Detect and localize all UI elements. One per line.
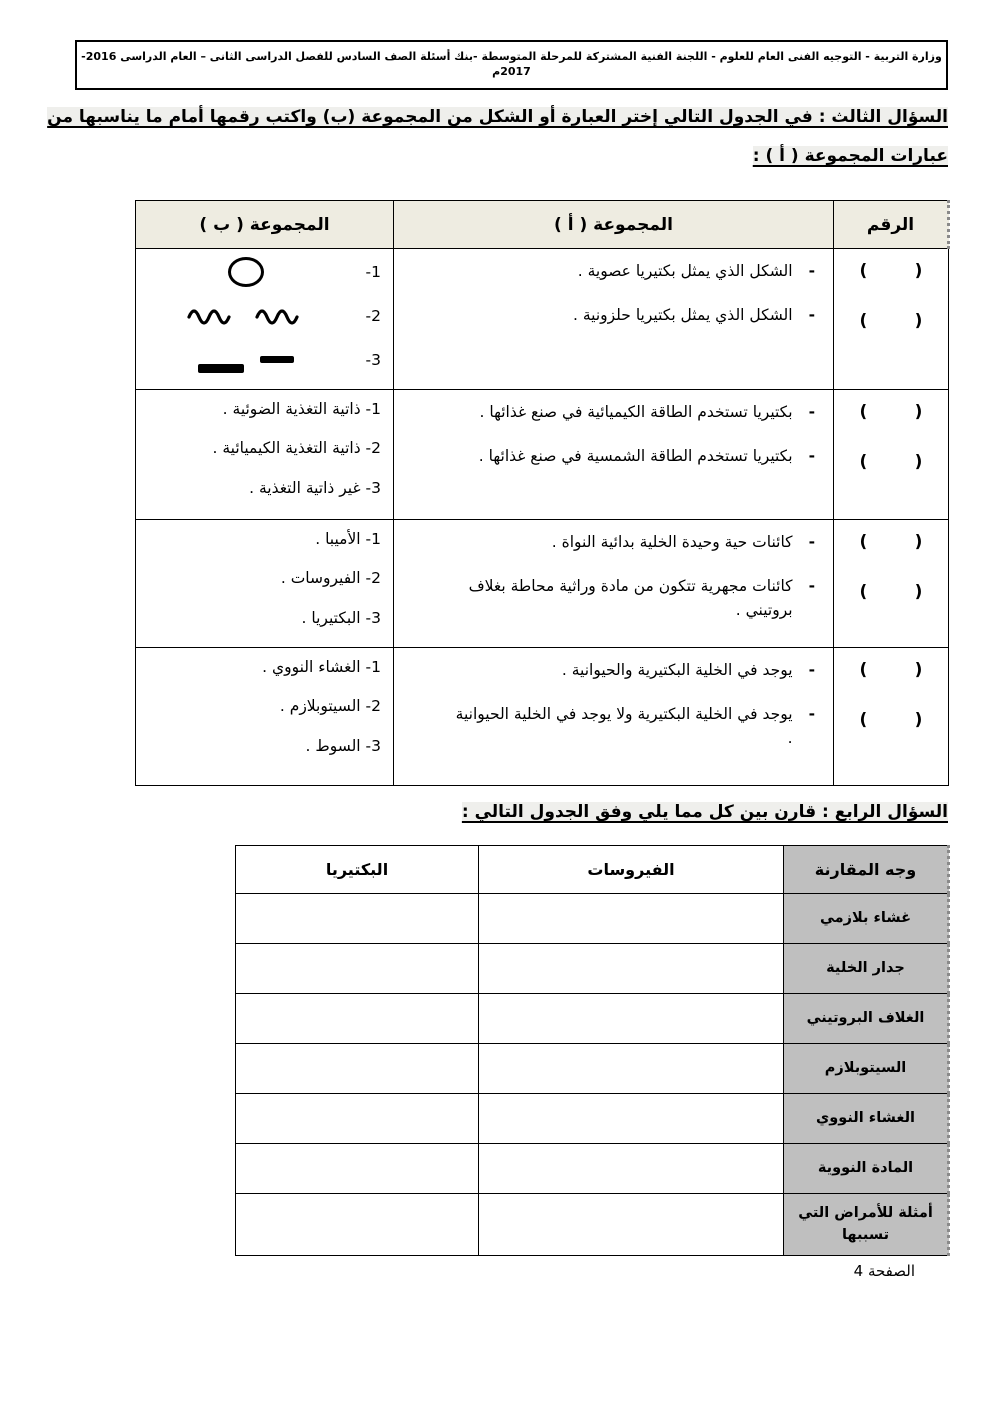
option-item: 1- الأميبا . xyxy=(315,530,381,548)
answer-blank[interactable]: ( ) xyxy=(859,402,923,422)
question4-comparison-table xyxy=(235,845,950,1256)
statement xyxy=(404,259,815,283)
statement-text: كائنات مجهرية تتكون من مادة وراثية محاطة بغلاف بروتيني . xyxy=(468,577,793,620)
statement-text: كائنات حية وحيدة الخلية بدائية النواة . xyxy=(551,533,793,551)
number-cell xyxy=(834,249,949,390)
question3-matching-table xyxy=(135,200,950,786)
option-number: 1- xyxy=(365,263,381,281)
bacteria-coccus-circle-icon xyxy=(228,257,264,287)
option-item xyxy=(146,345,381,375)
dash-bullet: - xyxy=(808,403,815,421)
column-header-aspect: وجه المقارنة xyxy=(784,846,949,894)
option-item: 3- السوط . xyxy=(305,736,381,755)
bacteria-spirillum-squiggle-icon xyxy=(185,304,307,328)
statement xyxy=(404,530,815,554)
comparison-row xyxy=(236,1094,949,1144)
option-item: 2- الفيروسات . xyxy=(280,569,381,588)
statement-text: الشكل الذي يمثل بكتيريا حلزونية . xyxy=(572,306,793,325)
group-b-cell xyxy=(136,520,394,648)
viruses-answer-cell[interactable] xyxy=(479,894,784,944)
group-b-cell xyxy=(136,390,394,520)
bacteria-answer-cell[interactable] xyxy=(236,1144,479,1194)
viruses-answer-cell[interactable] xyxy=(479,1144,784,1194)
answer-blank[interactable]: ( ) xyxy=(859,660,923,680)
bacteria-bacillus-rods-icon xyxy=(198,356,294,365)
dash-bullet: - xyxy=(808,447,815,466)
viruses-answer-cell[interactable] xyxy=(479,1094,784,1144)
rod-shape xyxy=(260,356,294,363)
question3-title xyxy=(44,98,948,176)
group-b-cell xyxy=(136,648,394,786)
question4-title xyxy=(44,793,948,832)
group-a-cell xyxy=(394,648,834,786)
number-cell xyxy=(834,390,949,520)
table2-header-row xyxy=(236,846,949,894)
dash-bullet: - xyxy=(808,533,815,551)
column-header-viruses: الفيروسات xyxy=(479,846,784,894)
bacteria-answer-cell[interactable] xyxy=(236,894,479,944)
table-row xyxy=(136,648,949,786)
answer-blank[interactable]: ( ) xyxy=(859,261,923,281)
dash-bullet: - xyxy=(808,661,815,679)
option-item: 3- غير ذاتية التغذية . xyxy=(249,478,381,497)
dash-bullet: - xyxy=(808,306,815,325)
dash-bullet: - xyxy=(808,705,815,724)
bacteria-answer-cell[interactable] xyxy=(236,1194,479,1256)
option-item: 1- الغشاء النووي . xyxy=(262,658,381,676)
statement-text: يوجد في الخلية البكتيرية ولا يوجد في الخلية الحيوانية . xyxy=(455,705,793,748)
comparison-row xyxy=(236,994,949,1044)
aspect-label: الغشاء النووي xyxy=(784,1094,949,1144)
table-row xyxy=(136,390,949,520)
option-item: 2- السيتوبلازم . xyxy=(279,697,381,716)
aspect-label: المادة النووية xyxy=(784,1144,949,1194)
option-item: 2- ذاتية التغذية الكيميائية . xyxy=(212,439,381,458)
rod-shape xyxy=(198,364,244,373)
shape-wrap xyxy=(146,304,345,328)
bacteria-answer-cell[interactable] xyxy=(236,944,479,994)
table-row xyxy=(136,249,949,390)
bacteria-answer-cell[interactable] xyxy=(236,1044,479,1094)
statement xyxy=(404,303,815,327)
statement-text: الشكل الذي يمثل بكتيريا عصوية . xyxy=(577,262,793,280)
bacteria-answer-cell[interactable] xyxy=(236,1094,479,1144)
statement xyxy=(404,574,815,622)
column-header-bacteria: البكتيريا xyxy=(236,846,479,894)
answer-blank[interactable]: ( ) xyxy=(859,532,923,552)
option-item: 1- ذاتية التغذية الضوئية . xyxy=(222,400,381,418)
aspect-label: الغلاف البروتيني xyxy=(784,994,949,1044)
aspect-label: غشاء بلازمي xyxy=(784,894,949,944)
table1-header-row xyxy=(136,201,949,249)
option-item xyxy=(146,301,381,331)
comparison-row xyxy=(236,944,949,994)
statement xyxy=(404,400,815,424)
answer-blank[interactable]: ( ) xyxy=(859,311,923,331)
document-header xyxy=(75,40,948,90)
page-number: الصفحة 4 xyxy=(853,1262,915,1280)
bacteria-answer-cell[interactable] xyxy=(236,994,479,1044)
option-item xyxy=(146,257,381,287)
column-header-number: الرقم xyxy=(834,201,949,249)
aspect-label: أمثلة للأمراض التي تسببها xyxy=(784,1194,949,1256)
statement-text: بكتيريا تستخدم الطاقة الشمسية في صنع غذائها . xyxy=(478,447,793,466)
question4-title-text: السؤال الرابع : قارن بين كل مما يلي وفق الجدول التالي : xyxy=(461,802,948,822)
comparison-row xyxy=(236,1044,949,1094)
comparison-row xyxy=(236,1194,949,1256)
viruses-answer-cell[interactable] xyxy=(479,1194,784,1256)
option-item: 3- البكتيريا . xyxy=(301,608,381,627)
group-a-cell xyxy=(394,390,834,520)
number-cell xyxy=(834,648,949,786)
ministry-header-text: وزارة التربية - التوجيه الفنى العام للعلوم - اللجنة الفنية المشتركة للمرحلة المتوسطة -بنك أسئلة الصف السادس للفصل الدراسى الثانى – العام الدراسى 2016-2017م xyxy=(81,50,942,78)
column-header-group-b: المجموعة ( ب ) xyxy=(136,201,394,249)
dash-bullet: - xyxy=(808,577,815,596)
viruses-answer-cell[interactable] xyxy=(479,994,784,1044)
statement xyxy=(404,702,815,750)
answer-blank[interactable]: ( ) xyxy=(859,710,923,730)
group-a-cell xyxy=(394,520,834,648)
statement-text: بكتيريا تستخدم الطاقة الكيميائية في صنع غذائها . xyxy=(479,403,793,421)
question3-title-text: السؤال الثالث : في الجدول التالي إختر العبارة أو الشكل من المجموعة (ب) واكتب رقمها أمام ما يناسبها من عبارات المجموعة ( أ ) : xyxy=(47,107,948,167)
aspect-label: جدار الخلية xyxy=(784,944,949,994)
shape-wrap xyxy=(146,257,345,287)
column-header-group-a: المجموعة ( أ ) xyxy=(394,201,834,249)
number-cell xyxy=(834,520,949,648)
comparison-row xyxy=(236,1144,949,1194)
table-row xyxy=(136,520,949,648)
group-b-cell xyxy=(136,249,394,390)
viruses-answer-cell[interactable] xyxy=(479,944,784,994)
statement xyxy=(404,444,815,468)
shape-wrap xyxy=(146,356,345,365)
option-number: 2- xyxy=(365,307,381,325)
aspect-label: السيتوبلازم xyxy=(784,1044,949,1094)
option-number: 3- xyxy=(365,351,381,369)
answer-blank[interactable]: ( ) xyxy=(859,582,923,602)
statement-text: يوجد في الخلية البكتيرية والحيوانية . xyxy=(561,661,793,679)
dash-bullet: - xyxy=(808,262,815,280)
answer-blank[interactable]: ( ) xyxy=(859,452,923,472)
statement xyxy=(404,658,815,682)
viruses-answer-cell[interactable] xyxy=(479,1044,784,1094)
comparison-row xyxy=(236,894,949,944)
group-a-cell xyxy=(394,249,834,390)
